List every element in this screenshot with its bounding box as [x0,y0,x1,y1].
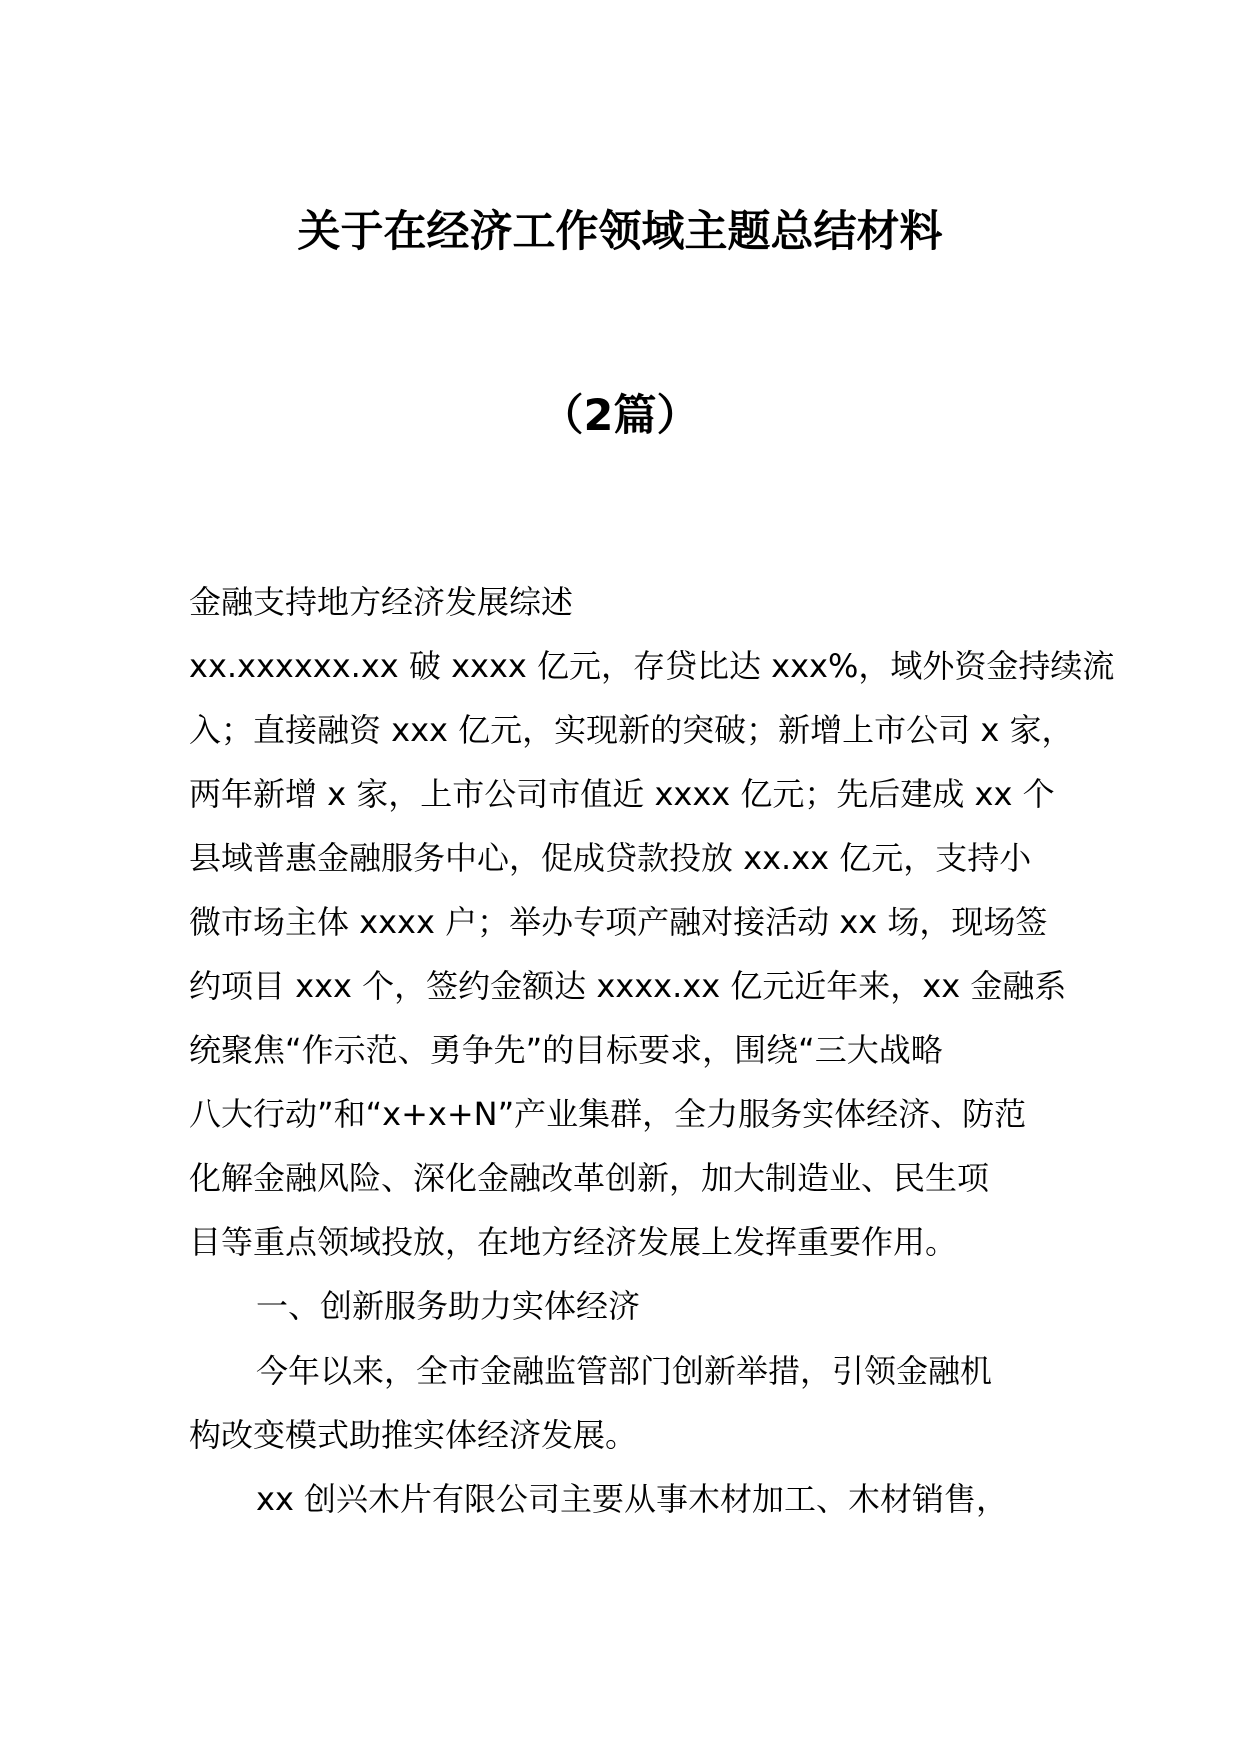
paragraph-line: 两年新增 x 家，上市公司市值近 xxxx 亿元；先后建成 xx 个 [189,775,1055,813]
paragraph-line: 统聚焦“作示范、勇争先”的目标要求，围绕“三大战略 [189,1031,943,1069]
paragraph-line: 目等重点领域投放，在地方经济发展上发挥重要作用。 [189,1223,958,1261]
paragraph-line: 微市场主体 xxxx 户；举办专项产融对接活动 xx 场，现场签 [189,903,1048,941]
paragraph-line: 构改变模式助推实体经济发展。 [189,1416,638,1454]
paragraph-line: 今年以来，全市金融监管部门创新举措，引领金融机 [256,1352,993,1390]
section-title: 金融支持地方经济发展综述 [189,583,574,621]
document-title: 关于在经济工作领域主题总结材料 [297,207,943,257]
document-subtitle: （2篇） [540,391,700,441]
paragraph-line: 入；直接融资 xxx 亿元，实现新的突破；新增上市公司 x 家， [189,711,1074,749]
paragraph-line: xx 创兴木片有限公司主要从事木材加工、木材销售， [256,1480,1009,1518]
paragraph-line: 县域普惠金融服务中心，促成贷款投放 xx.xx 亿元，支持小 [189,839,1032,877]
paragraph-line: 约项目 xxx 个，签约金额达 xxxx.xx 亿元近年来，xx 金融系 [189,967,1067,1005]
paragraph-line: xx.xxxxxx.xx 破 xxxx 亿元，存贷比达 xxx%，域外资金持续流 [189,647,1115,685]
section-heading: 一、创新服务助力实体经济 [256,1287,641,1325]
paragraph-line: 化解金融风险、深化金融改革创新，加大制造业、民生项 [189,1159,990,1197]
paragraph-line: 八大行动”和“x+x+N”产业集群，全力服务实体经济、防范 [189,1095,1027,1133]
